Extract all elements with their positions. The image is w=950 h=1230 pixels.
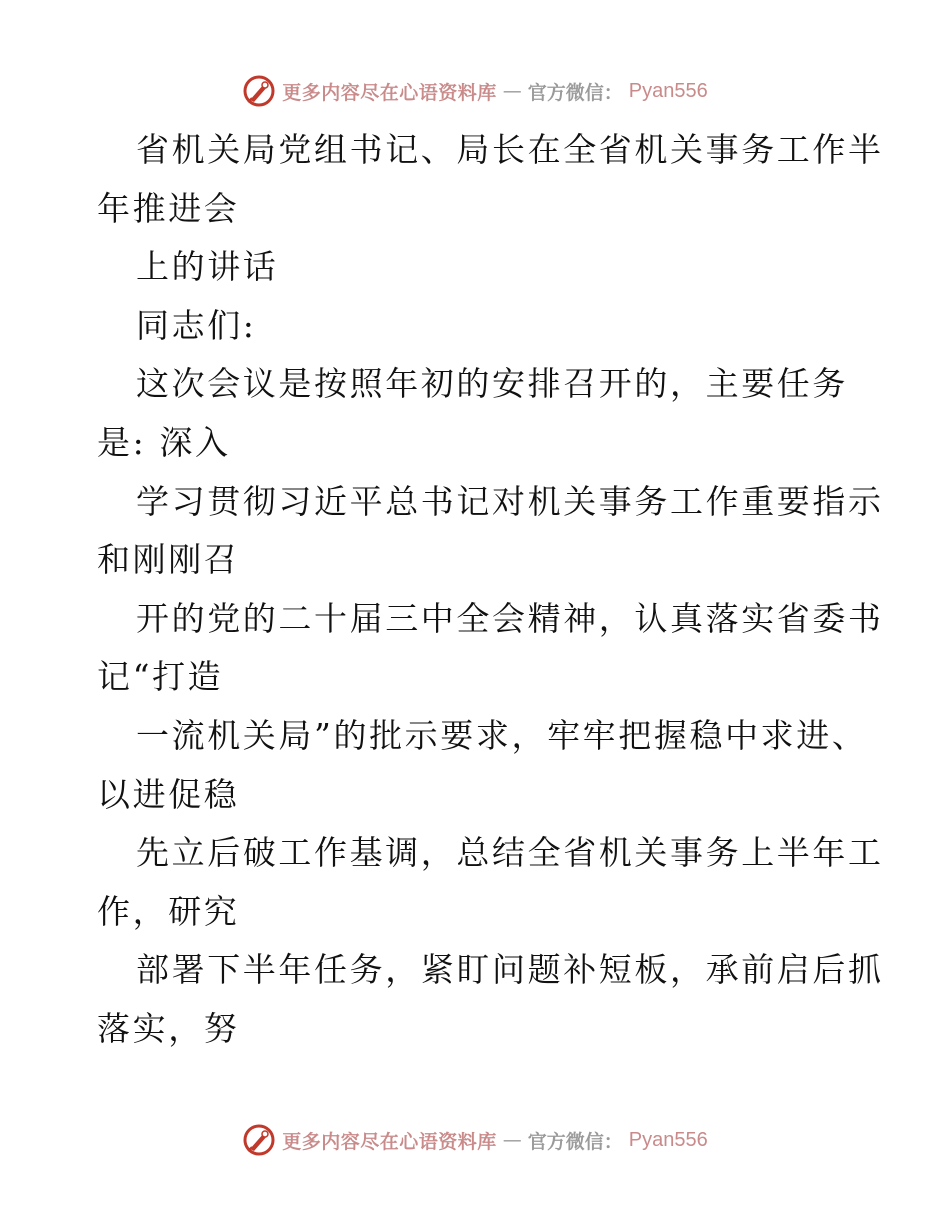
body-line: 一流机关局”的批示要求，牢牢把握稳中求进、 bbox=[136, 715, 868, 755]
body-line: 学习贯彻习近平总书记对机关事务工作重要指示 bbox=[136, 481, 884, 521]
watermark-site-text: 更多内容尽在心语资料库 bbox=[282, 81, 497, 104]
body-line: 开的党的二十届三中全会精神，认真落实省委书 bbox=[136, 598, 884, 638]
body-line: 部署下半年任务，紧盯问题补短板，承前启后抓 bbox=[136, 950, 884, 990]
body-line: 这次会议是按照年初的安排召开的，主要任务 bbox=[136, 364, 848, 404]
body-line: 和刚刚召 bbox=[97, 540, 240, 580]
footer-watermark-banner bbox=[0, 1120, 950, 1160]
watermark-site-text: 更多内容尽在心语资料库 bbox=[282, 1130, 497, 1153]
watermark-wechat-label: 官方微信： bbox=[527, 1130, 623, 1153]
body-line: 先立后破工作基调，总结全省机关事务上半年工 bbox=[136, 833, 884, 873]
body-line: 上的讲话 bbox=[136, 247, 279, 287]
document-body bbox=[97, 121, 884, 1059]
pen-logo-icon bbox=[242, 74, 276, 108]
header-watermark-banner bbox=[0, 71, 950, 111]
body-line: 落实，努 bbox=[97, 1008, 240, 1048]
watermark-dash: — bbox=[502, 80, 522, 102]
body-line: 以进促稳 bbox=[97, 774, 240, 814]
watermark-wechat-label: 官方微信： bbox=[527, 81, 623, 104]
body-line: 是: 深入 bbox=[97, 422, 231, 462]
watermark-account: Pyan556 bbox=[628, 79, 708, 102]
body-line: 同志们: bbox=[136, 305, 257, 345]
body-line: 作，研究 bbox=[97, 891, 240, 931]
watermark-dash: — bbox=[502, 1129, 522, 1151]
body-line: 记“打造 bbox=[97, 657, 224, 697]
pen-logo-icon bbox=[242, 1123, 276, 1157]
body-line: 省机关局党组书记、局长在全省机关事务工作半 bbox=[136, 130, 884, 169]
watermark-account: Pyan556 bbox=[628, 1128, 708, 1151]
body-line: 年推进会 bbox=[97, 188, 240, 228]
